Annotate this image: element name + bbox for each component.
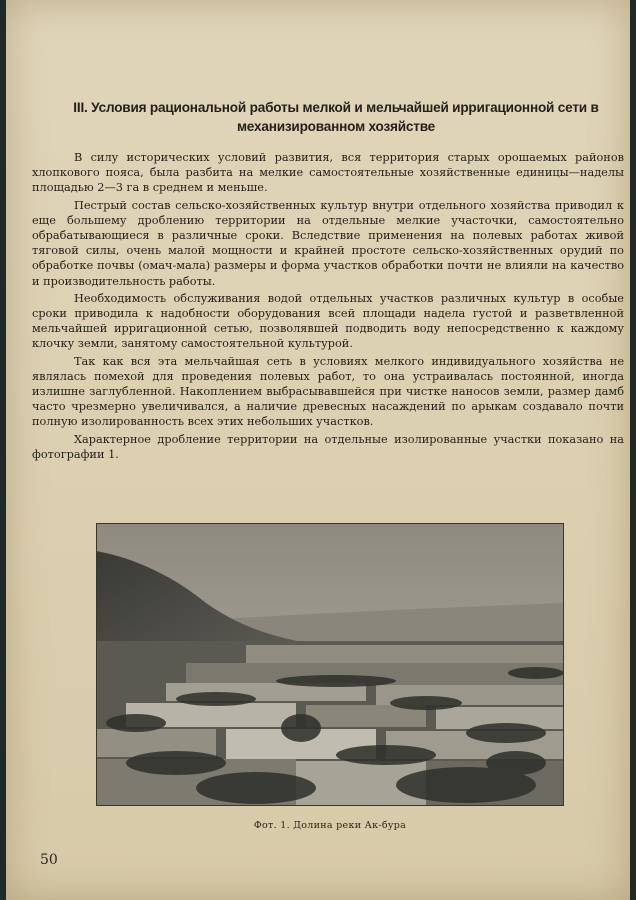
paragraph-5: Характерное дробление территории на отдельные изолированные участки показано на фотографии 1. [32,432,624,461]
paragraph-4: Так как вся эта мельчайшая сеть в условиях мелкого индивидуального хозяйства не являлась помехой для проведения полевых работ, то она устраивалась постоянной, иногда излишне заглубленной. Накоплением выбрасывавшейся при чистке наносов земли, размер дамб часто чрезмерно увеличивался, а наличие древесных насаждений по арыкам создавало почти полную изолированность всех этих небольших участков. [32,354,624,429]
paragraph-3: Необходимость обслуживания водой отдельных участков различных культур в особые сроки приводила к надобности оборудования всей площади надела густой и разветвленной мельчайшей ирригационной сетью, позволявшей подводить воду непосредственно к каждому клочку земли, занятому самостоятельной культурой. [32,291,624,351]
paragraph-1: В силу исторических условий развития, вся территория старых орошаемых районов хлопкового пояса, была разбита на мелкие самостоятельные хозяйственные единицы—наделы площадью 2—3 га в среднем и меньше. [32,151,624,195]
paragraph-2: Пестрый состав сельско-хозяйственных культур внутри отдельного хозяйства приводил к еще большему дроблению территории на отдельные мелкие участочки, самостоятельно обрабатывающиеся в различные сроки. Вследствие применения на полевых работах живой тяговой силы, очень малой мощности и крайней простоте сельско-хозяйственных орудий по обработке почвы (омач-мала) размеры и форма участков обработки почти не влияли на качество и производительность работы. [32,198,624,288]
section-heading: III. Условия рациональной работы мелкой и мельчайшей ирригационной сети в механизированном хозяйстве [73,100,599,134]
valley-photo [96,523,564,806]
photo-caption: Фот. 1. Долина реки Ак-бура [253,820,407,831]
page-number: 50 [40,852,58,868]
body-text [32,150,624,464]
document-page [6,0,630,900]
